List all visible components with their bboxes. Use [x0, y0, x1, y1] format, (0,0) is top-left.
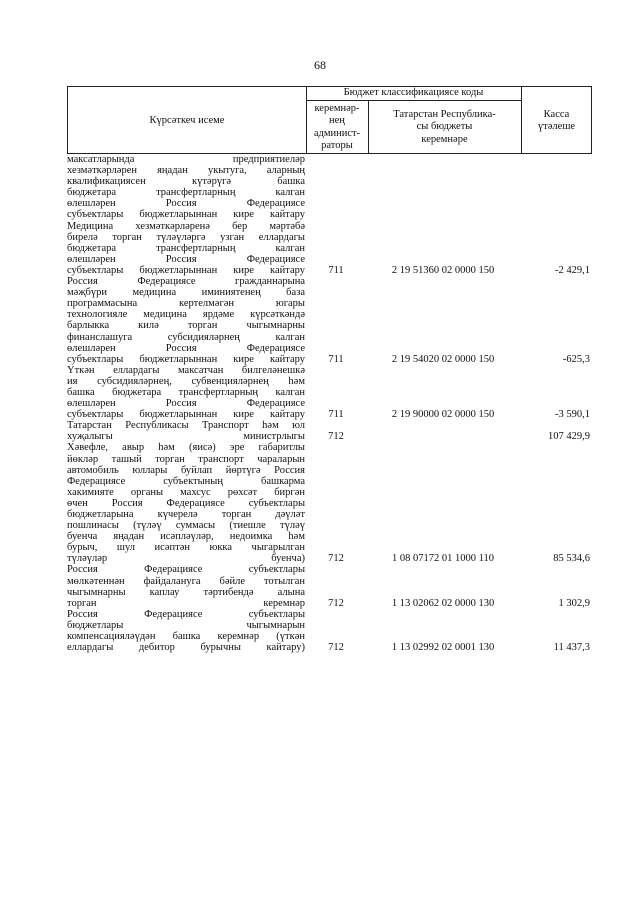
table-row [67, 420, 592, 442]
table-row [67, 609, 592, 653]
row-indicator-name: Россия Федерациясе субъектлары мөлкәтеннән файдалануга бәйле тотылган чыгымнарны каплау тәртибендә алына торган керемнәр [67, 564, 305, 609]
budget-table-body [67, 154, 592, 653]
table-row [67, 564, 592, 608]
header-revenue-administrator: керемнәр- нең админист- раторы [313, 102, 361, 151]
row-indicator-name: Үткән еллардагы максатчан билгеләнешкә ия субсидияләрнең, субвенцияләрнең һәм башка бюджетара трансфертларның калган өлешләрен Россия Федерациясе субъектлары бюджетларыннан кире кайтару [67, 364, 305, 421]
row-classification-code: 2 19 51360 02 0000 150 [391, 264, 495, 276]
row-classification-code: 1 13 02062 02 0000 130 [391, 597, 495, 609]
row-cash-amount: 107 429,9 [548, 431, 590, 443]
table-row [67, 221, 592, 276]
row-indicator-name: Россия Федерациясе гражданнарына мәҗбүри медицина иминиятенең база программасына кертелмәгән югары технологияле медицина ярдәме күрсәткәндә барлыкка килә торган чыгымнарны финанслашуга субсидияләрнең калган өлешләрен Россия Федерациясе субъектлары бюджетларыннан кире кайтару [67, 276, 305, 365]
row-administrator-code: 712 [328, 642, 344, 654]
page-number: 68 [314, 58, 326, 72]
row-classification-code: 1 08 07172 01 1000 110 [392, 553, 494, 565]
table-row [67, 276, 592, 365]
row-classification-code: 2 19 90000 02 0000 150 [391, 409, 495, 421]
row-cash-amount: -3 590,1 [555, 409, 590, 421]
row-administrator-code: 712 [328, 431, 344, 443]
table-row [67, 442, 592, 564]
header-cash-execution: Касса үтәлеше [537, 108, 576, 132]
table-row [67, 154, 592, 221]
row-classification-code: 2 19 54020 02 0000 150 [391, 353, 495, 365]
row-cash-amount: 1 302,9 [558, 597, 590, 609]
row-cash-amount: 11 437,3 [553, 642, 590, 654]
row-cash-amount: -625,3 [562, 353, 590, 365]
row-cash-amount: -2 429,1 [555, 264, 590, 276]
row-administrator-code: 712 [328, 553, 344, 565]
header-tatarstan-budget-revenue: Татарстан Республика- сы бюджеты керемнәре [393, 108, 496, 145]
row-cash-amount: 85 534,6 [553, 553, 590, 565]
row-indicator-name: Медицина хезмәткәрләренә бер мәртәбә бирелә торган түләүләргә узган еллардагы бюджетара трансфертларның калган өлешләрен Россия Федерациясе субъектлары бюджетларыннан кире кайтару [67, 220, 305, 276]
row-indicator-name: максатларында предприятиеләр хезмәткәрләрен яңадан укытуга, аларның квалификациясен күтәрүгә башка бюджетара трансфертларның калган өлешләрен Россия Федерациясе субъектлары бюджетларыннан кире кайтару [67, 154, 305, 221]
table-row [67, 365, 592, 420]
header-indicator-name: Күрсәткеч исеме [149, 114, 225, 126]
row-classification-code: 1 13 02992 02 0001 130 [391, 642, 495, 654]
row-administrator-code: 711 [328, 264, 344, 276]
row-administrator-code: 711 [328, 409, 344, 421]
row-indicator-name: Татарстан Республикасы Транспорт һәм юл хуҗалыгы министрлыгы [67, 420, 305, 443]
row-administrator-code: 712 [328, 597, 344, 609]
row-indicator-name: Россия Федерациясе субъектлары бюджетлары чыгымнарын компенсацияләүдән башка керемнәр (үткән еллардагы дебитор бурычны кайтару) [67, 608, 305, 654]
row-administrator-code: 711 [328, 353, 344, 365]
table-header [67, 86, 592, 154]
header-budget-classification: Бюджет классификациясе коды [343, 87, 484, 99]
row-indicator-name: Хәвефле, авыр һәм (яисә) эре габаритлы йөкләр ташый торган транспорт чараларын автомобиль юллары буйлап йөртүгә Россия Федерациясе субъектының башкарма хакимияте органы махсус рөхсәт биргән өчен Россия Федерациясе субъектлары бюджетларына күчерелә торган дәүләт пошлинасы (түләү суммасы (тиешле түләү буенча яңадан исәпләүләр, недоимка һәм бурыч, шул исәптән юкка чыгарылган түләүләр буенча) [67, 442, 305, 565]
